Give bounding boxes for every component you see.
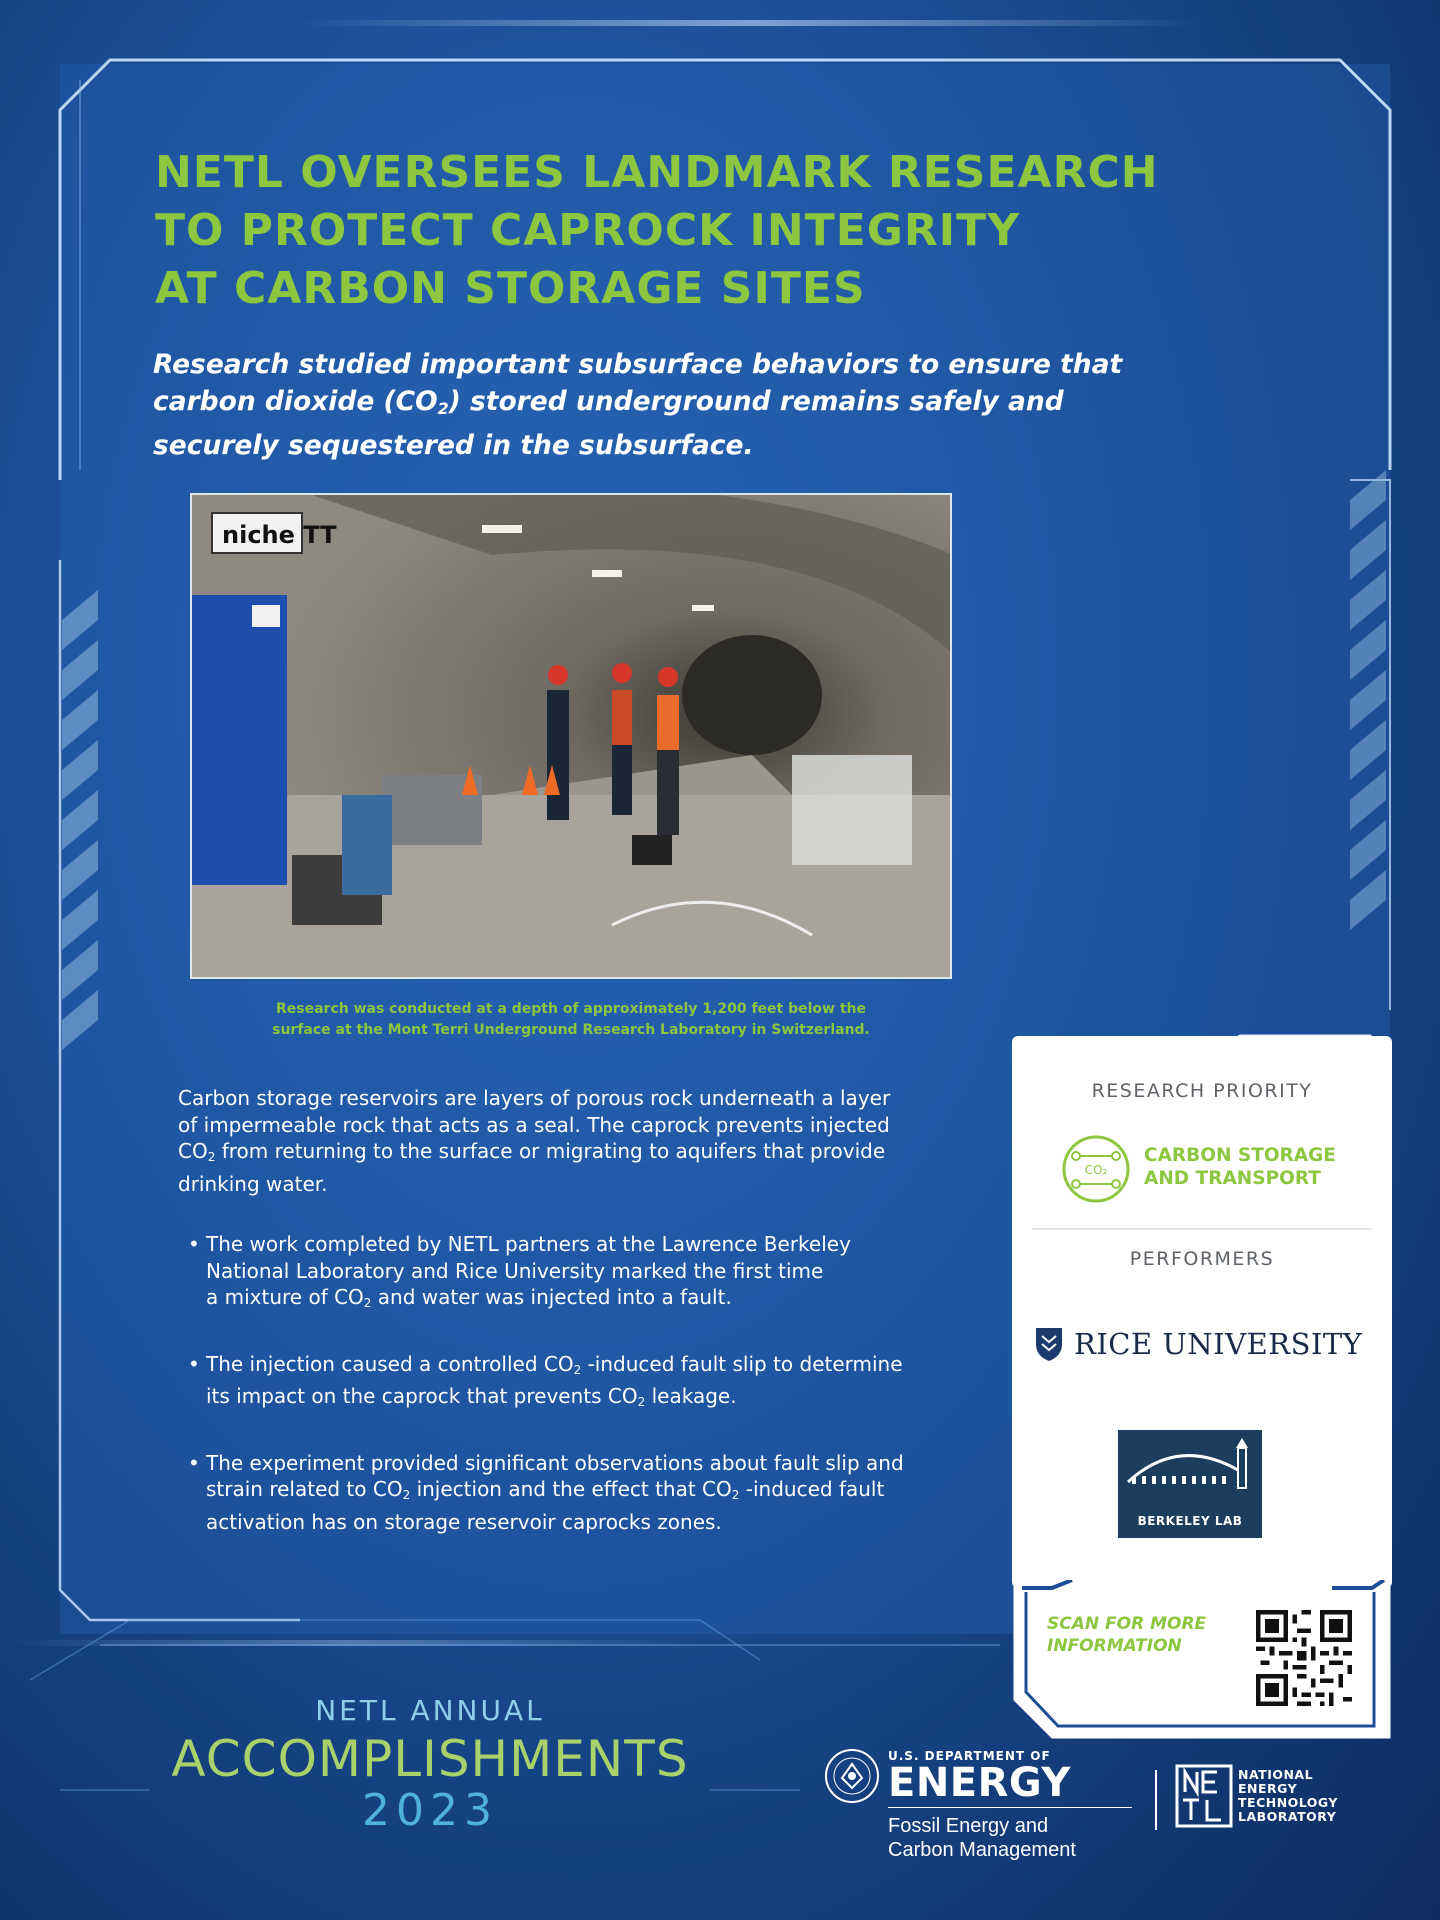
rice-university-logo bbox=[1034, 1326, 1362, 1362]
light-streak bbox=[300, 20, 1200, 26]
title-line-2: TO PROTECT CAPROCK INTEGRITY bbox=[155, 205, 1021, 256]
annual-subtitle: NETL ANNUAL bbox=[315, 1694, 545, 1727]
bullet2-line-1: The injection caused a controlled $CO_2$ -induced fault slip to determine bbox=[206, 1351, 903, 1377]
priority-line-1: CARBON STORAGE bbox=[1144, 1145, 1336, 1166]
netl-logo-icon bbox=[1175, 1764, 1233, 1828]
berkeley-lab-logo bbox=[1118, 1430, 1262, 1538]
tunnel-illustration bbox=[192, 495, 952, 979]
rice-shield-icon bbox=[1034, 1326, 1064, 1362]
performers-label: PERFORMERS bbox=[1129, 1248, 1275, 1270]
body-text bbox=[178, 1085, 998, 1535]
caption-line-1: Research was conducted at a depth of approximately 1,200 feet below the bbox=[276, 1001, 866, 1017]
bullet1-line-1: The work completed by NETL partners at the Lawrence Berkeley bbox=[206, 1232, 851, 1256]
sidebar-card bbox=[1012, 1036, 1392, 1588]
netl-name-line-3: TECHNOLOGY bbox=[1238, 1795, 1338, 1810]
netl-full-name bbox=[1238, 1768, 1338, 1824]
rice-university-name: RICE UNIVERSITY bbox=[1074, 1327, 1363, 1361]
bullet1-line-3: a mixture of $CO_2$ and water was injected into a fault. bbox=[206, 1285, 732, 1310]
intro-paragraph bbox=[178, 1085, 998, 1197]
priority-name bbox=[1144, 1144, 1336, 1190]
intro-line-2: of impermeable rock that acts as a seal. The caprock prevents injected bbox=[178, 1112, 890, 1137]
card-divider bbox=[1032, 1228, 1372, 1230]
bullet-dot: • bbox=[188, 1351, 200, 1376]
bullet2-line-2: its impact on the caprock that prevents $CO_2$ leakage. bbox=[206, 1384, 737, 1409]
bullet3-line-3: activation has on storage reservoir caprocks zones. bbox=[206, 1509, 722, 1534]
page-title bbox=[155, 144, 1205, 318]
subtitle-line-2: carbon dioxide $(CO_2)$ stored underground remains safely and bbox=[153, 386, 1064, 418]
bullet3-line-2: strain related to $CO_2$ injection and the effect that $CO_2$ -induced fault bbox=[206, 1477, 885, 1502]
subtitle-line-1: Research studied important subsurface behaviors to ensure that bbox=[153, 349, 1123, 380]
netl-name-line-1: NATIONAL bbox=[1238, 1767, 1314, 1782]
doe-office-line-2: Carbon Management bbox=[888, 1839, 1076, 1861]
berkeley-lab-name: BERKELEY LAB bbox=[1137, 1514, 1243, 1528]
scan-line-1: SCAN FOR MORE bbox=[1047, 1614, 1207, 1634]
title-line-3: AT CARBON STORAGE SITES bbox=[155, 263, 866, 314]
intro-line-3: $CO_2$ from returning to the surface or migrating to aquifers that provide bbox=[178, 1139, 886, 1164]
light-streak bbox=[0, 1640, 700, 1646]
priority-line-2: AND TRANSPORT bbox=[1144, 1168, 1321, 1189]
intro-line-4: drinking water. bbox=[178, 1171, 328, 1196]
research-priority-label: RESEARCH PRIORITY bbox=[1091, 1080, 1313, 1102]
netl-name-line-4: LABORATORY bbox=[1238, 1809, 1337, 1824]
intro-line-1: Carbon storage reservoirs are layers of porous rock underneath a layer bbox=[178, 1086, 891, 1110]
bullet-dot: • bbox=[188, 1232, 200, 1256]
doe-seal-icon bbox=[824, 1748, 880, 1804]
tunnel-photo bbox=[190, 493, 952, 979]
berkeley-building-icon bbox=[1118, 1430, 1262, 1500]
svg-text:CO₂: CO₂ bbox=[1084, 1163, 1108, 1177]
photo-caption bbox=[200, 999, 942, 1041]
bullet-dot: • bbox=[188, 1450, 200, 1475]
bullet-item bbox=[178, 1351, 998, 1416]
scan-line-2: INFORMATION bbox=[1047, 1636, 1182, 1656]
doe-energy-text: ENERGY bbox=[888, 1760, 1071, 1806]
photo-sign-text: niche TT bbox=[222, 521, 337, 549]
caption-line-2: surface at the Mont Terri Underground Research Laboratory in Switzerland. bbox=[272, 1022, 870, 1038]
qr-code[interactable] bbox=[1256, 1610, 1352, 1706]
doe-office-line-1: Fossil Energy and bbox=[888, 1815, 1049, 1837]
doe-office-name bbox=[888, 1814, 1076, 1862]
title-line-1: NETL OVERSEES LANDMARK RESEARCH bbox=[155, 147, 1159, 198]
doe-divider bbox=[888, 1807, 1132, 1808]
page-subtitle bbox=[153, 346, 1253, 464]
logo-separator bbox=[1155, 1770, 1157, 1830]
carbon-storage-icon bbox=[1058, 1134, 1134, 1204]
bullet-item bbox=[178, 1231, 998, 1317]
scan-for-more-info bbox=[1047, 1613, 1206, 1657]
bullet3-line-1: The experiment provided significant observations about fault slip and bbox=[206, 1450, 904, 1475]
bullet1-line-2: National Laboratory and Rice University marked the first time bbox=[206, 1258, 824, 1283]
subtitle-line-3: securely sequestered in the subsurface. bbox=[153, 429, 754, 461]
netl-name-line-2: ENERGY bbox=[1238, 1781, 1298, 1796]
bullet-item bbox=[178, 1450, 998, 1536]
doe-small-text: U.S. DEPARTMENT OF bbox=[888, 1749, 1051, 1763]
annual-year: 2023 bbox=[362, 1785, 498, 1836]
annual-title: ACCOMPLISHMENTS bbox=[171, 1730, 689, 1788]
